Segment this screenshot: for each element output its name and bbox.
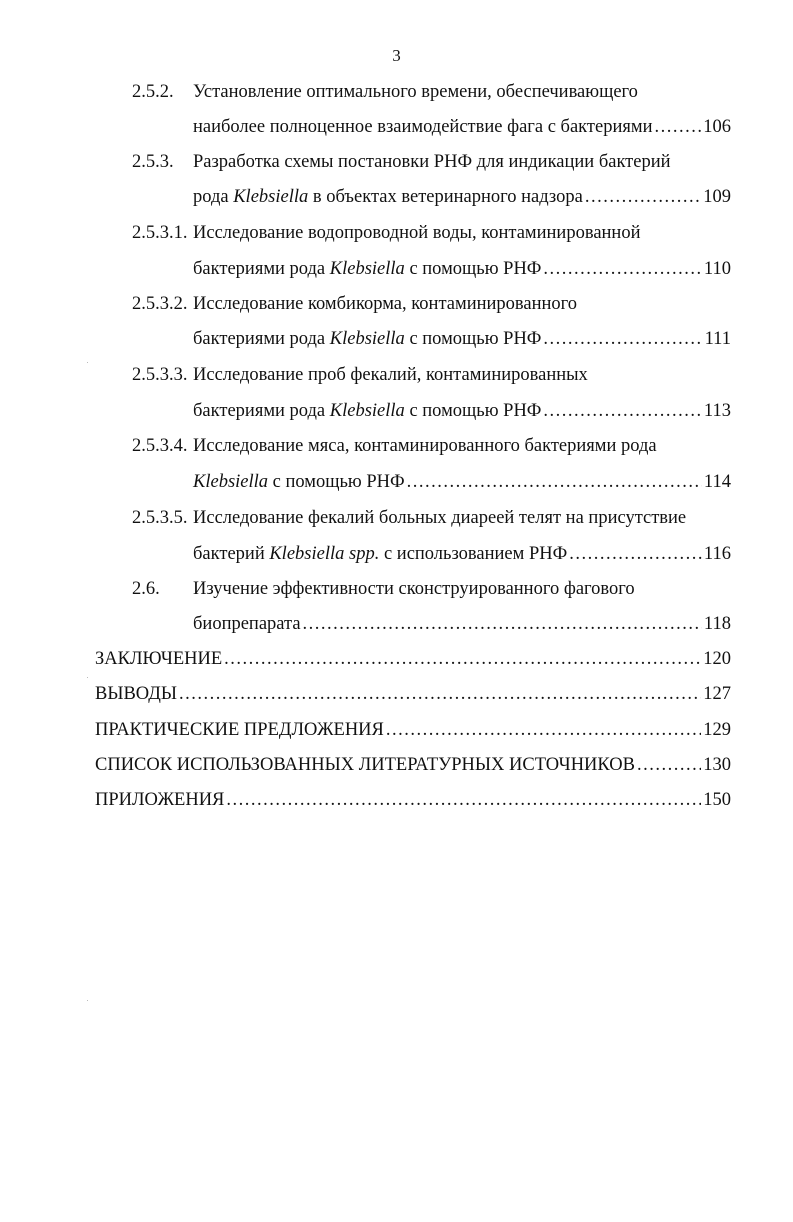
toc-entry-title-line2-text: бактериями рода Klebsiella с помощью РНФ [193, 329, 542, 349]
toc-section-page: 120 [703, 649, 731, 669]
leader-dots [407, 468, 702, 496]
toc-entry-number: 2.5.3.2. [132, 294, 188, 314]
toc-entry-title-line2-text: наиболее полноценное взаимодействие фага с бактериями [193, 117, 653, 137]
toc-entry-page: 109 [703, 187, 731, 207]
toc-section-page: 129 [703, 720, 731, 740]
toc-entry-title-line1: Разработка схемы постановки РНФ для индикации бактерий [193, 152, 671, 172]
toc-entry-title-line2-text: биопрепарата [193, 614, 301, 634]
toc-entry-title-line1: Исследование мяса, контаминированного бактериями рода [193, 436, 657, 456]
toc-entry-number: 2.5.3.3. [132, 365, 188, 385]
toc-section-page: 150 [703, 790, 731, 810]
toc-entry-page: 111 [704, 329, 731, 349]
toc-entry-title-line2-text: бактерий Klebsiella spp. с использованием РНФ [193, 544, 568, 564]
scan-margin-mark [87, 677, 88, 678]
leader-dots [303, 610, 702, 638]
toc-entry-page: 114 [703, 472, 731, 492]
toc-entry-title-line2 [193, 468, 731, 496]
toc-entry-number: 2.5.3. [132, 152, 174, 172]
toc-entry-title-line2 [193, 397, 731, 425]
toc-entry-page: 116 [703, 544, 731, 564]
toc-section-references[interactable] [95, 751, 731, 779]
toc-entry-number: 2.5.2. [132, 82, 174, 102]
leader-dots [543, 255, 702, 283]
scan-margin-mark [87, 1000, 88, 1001]
leader-dots [543, 325, 702, 353]
toc-entry-title-line1: Исследование проб фекалий, контаминированных [193, 365, 588, 385]
toc-entry-number: 2.5.3.5. [132, 508, 188, 528]
toc-entry-title-line2 [193, 183, 731, 211]
toc-entry-number: 2.5.3.4. [132, 436, 188, 456]
toc-entry-title-line2-text: бактериями рода Klebsiella с помощью РНФ [193, 259, 542, 279]
leader-dots [637, 751, 701, 779]
toc-entry-page: 110 [703, 259, 731, 279]
leader-dots [386, 716, 701, 744]
leader-dots [543, 397, 702, 425]
toc-entry-number: 2.6. [132, 579, 160, 599]
toc-entry-title-line1: Исследование комбикорма, контаминированного [193, 294, 578, 314]
toc-section-findings[interactable] [95, 680, 731, 708]
toc-entry-page: 118 [703, 614, 731, 634]
toc-section-label: СПИСОК ИСПОЛЬЗОВАННЫХ ЛИТЕРАТУРНЫХ ИСТОЧНИКОВ [95, 755, 635, 775]
toc-entry-title-line2-text: рода Klebsiella в объектах ветеринарного надзора [193, 187, 583, 207]
leader-dots [654, 113, 701, 141]
toc-section-practical-proposals[interactable] [95, 716, 731, 744]
leader-dots [179, 680, 701, 708]
toc-entry-title-line2 [193, 325, 731, 353]
toc-section-label: ЗАКЛЮЧЕНИЕ [95, 649, 223, 669]
toc-entry-page: 106 [703, 117, 731, 137]
toc-entry-title-line2 [193, 540, 731, 568]
toc-entry-title-line2-text: Klebsiella с помощью РНФ [193, 472, 405, 492]
toc-entry-number: 2.5.3.1. [132, 223, 188, 243]
leader-dots [585, 183, 701, 211]
toc-section-label: ВЫВОДЫ [95, 684, 178, 704]
scan-margin-mark [87, 362, 88, 363]
toc-entry-title-line2 [193, 113, 731, 141]
toc-entry-title-line1: Исследование фекалий больных диареей телят на присутствие [193, 508, 687, 528]
leader-dots [226, 786, 701, 814]
toc-entry-title-line2-text: бактериями рода Klebsiella с помощью РНФ [193, 401, 542, 421]
toc-section-conclusion[interactable] [95, 645, 731, 673]
leader-dots [224, 645, 701, 673]
toc-entry-title-line1: Изучение эффективности сконструированного фагового [193, 579, 635, 599]
toc-section-label: ПРИЛОЖЕНИЯ [95, 790, 225, 810]
toc-entry-title-line1: Исследование водопроводной воды, контаминированной [193, 223, 641, 243]
leader-dots [569, 540, 702, 568]
toc-section-page: 130 [703, 755, 731, 775]
toc-section-page: 127 [703, 684, 731, 704]
page-number: 3 [392, 46, 401, 65]
toc-entry-title-line2 [193, 255, 731, 283]
toc-section-appendices[interactable] [95, 786, 731, 814]
toc-section-label: ПРАКТИЧЕСКИЕ ПРЕДЛОЖЕНИЯ [95, 720, 384, 740]
toc-entry-title-line1: Установление оптимального времени, обеспечивающего [193, 82, 638, 102]
toc-entry-title-line2 [193, 610, 731, 638]
toc-entry-page: 113 [703, 401, 731, 421]
